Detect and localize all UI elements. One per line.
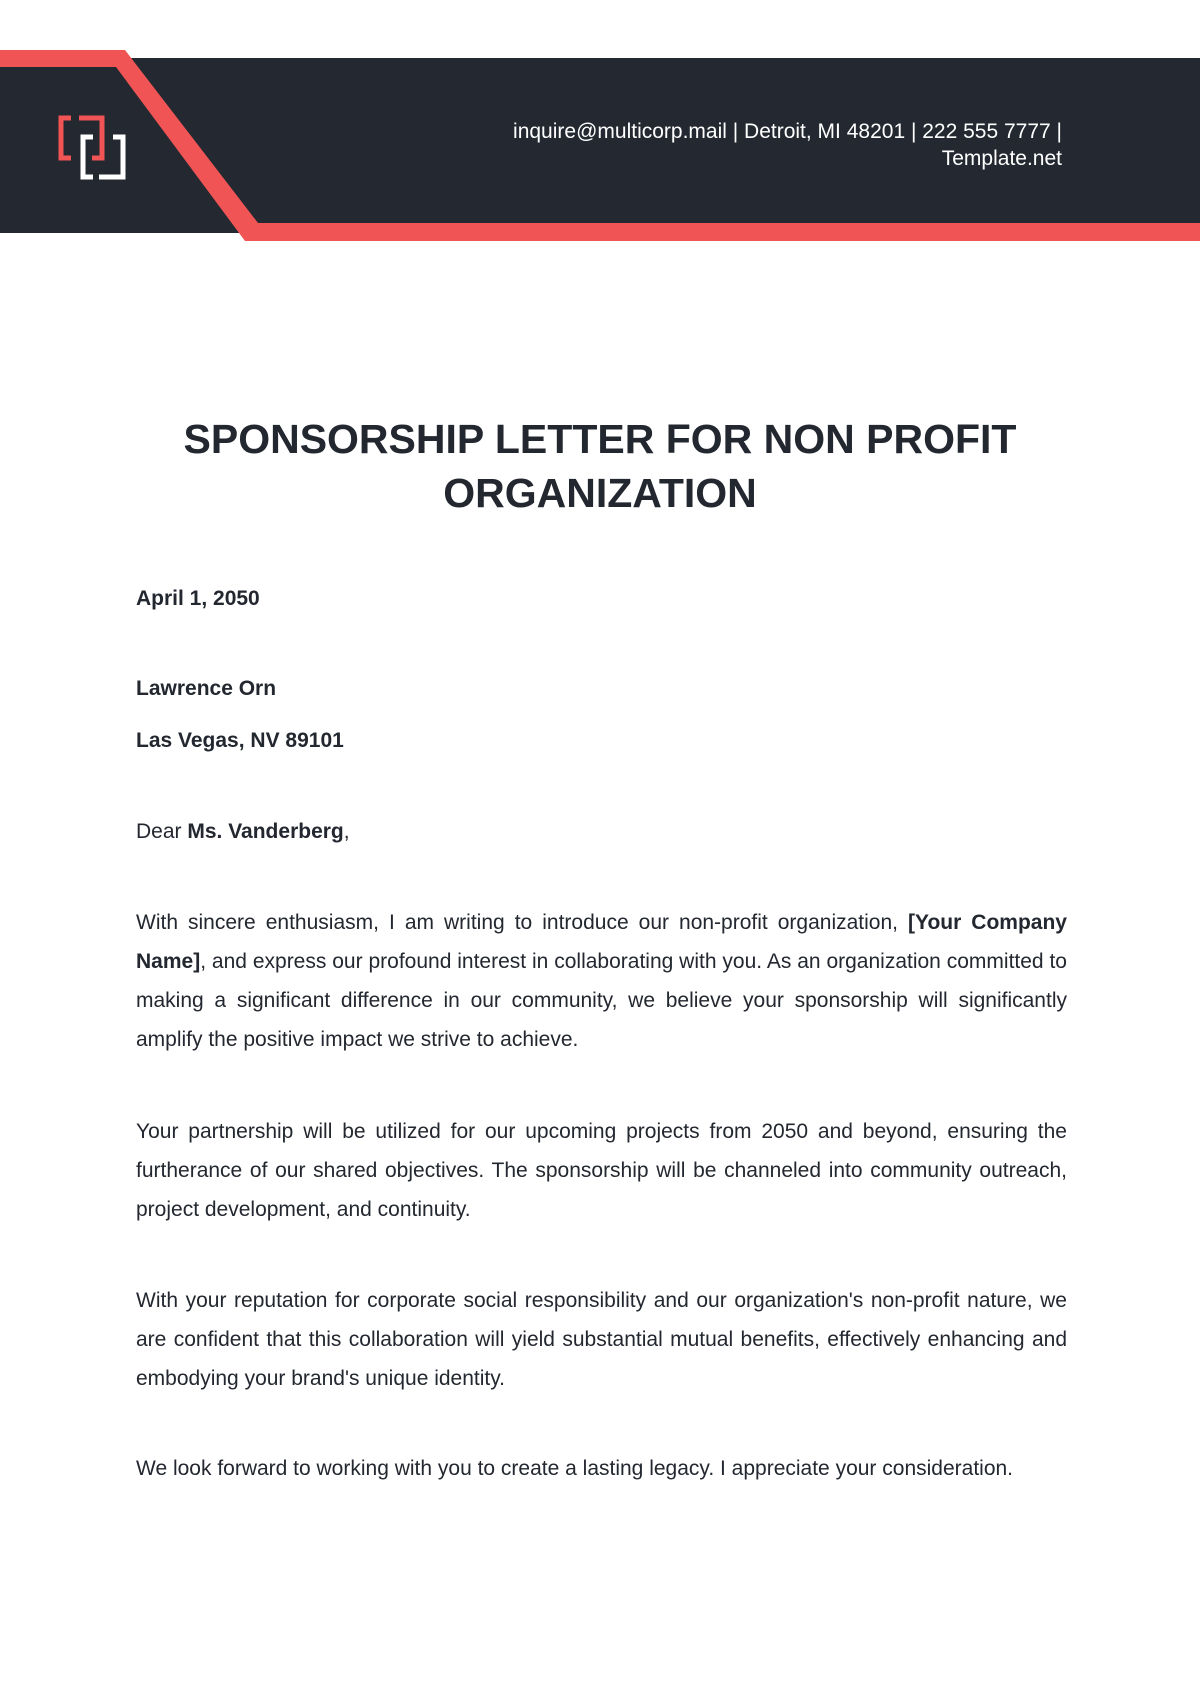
salutation-name: Ms. Vanderberg — [187, 820, 344, 843]
company-name-placeholder: [Your Company Name] — [136, 911, 1067, 973]
paragraph-4 — [136, 1449, 1067, 1488]
contact-info — [362, 118, 1062, 172]
contact-line-1: inquire@multicorp.mail | Detroit, MI 48201 | 222 555 7777 | — [513, 120, 1062, 143]
salutation — [136, 812, 1067, 851]
p3-text: With your reputation for corporate social responsibility and our organization's non-profit nature, we are confident that this collaboration will yield substantial mutual benefits, effectively enhancing and embodying your brand's unique identity. — [136, 1289, 1067, 1390]
page-title: SPONSORSHIP LETTER FOR NON PROFIT ORGANIZATION — [183, 416, 1017, 516]
p4-text: We look forward to working with you to create a lasting legacy. I appreciate your consideration. — [136, 1457, 1014, 1480]
salutation-suffix: , — [343, 820, 350, 843]
contact-line-2: Template.net — [941, 147, 1062, 170]
p1-text-a: With sincere enthusiasm, I am writing to introduce our non-profit organization, — [136, 911, 909, 934]
paragraph-1 — [136, 903, 1067, 1059]
paragraph-3 — [136, 1281, 1067, 1398]
salutation-prefix: Dear — [136, 820, 188, 843]
recipient-address: Las Vegas, NV 89101 — [136, 729, 344, 752]
paragraph-2 — [136, 1112, 1067, 1229]
p1-text-b: , and express our profound interest in collaborating with you. As an organization committed to making a significant difference in our community, we believe your sponsorship will significantly amplify the positive impact we strive to achieve. — [136, 950, 1067, 1051]
p2-text: Your partnership will be utilized for our upcoming projects from 2050 and beyond, ensuring the furtherance of our shared objectives. The sponsorship will be channeled into community outreach, project development, and continuity. — [136, 1120, 1067, 1221]
letter-date: April 1, 2050 — [136, 587, 260, 610]
recipient-name: Lawrence Orn — [136, 677, 277, 700]
